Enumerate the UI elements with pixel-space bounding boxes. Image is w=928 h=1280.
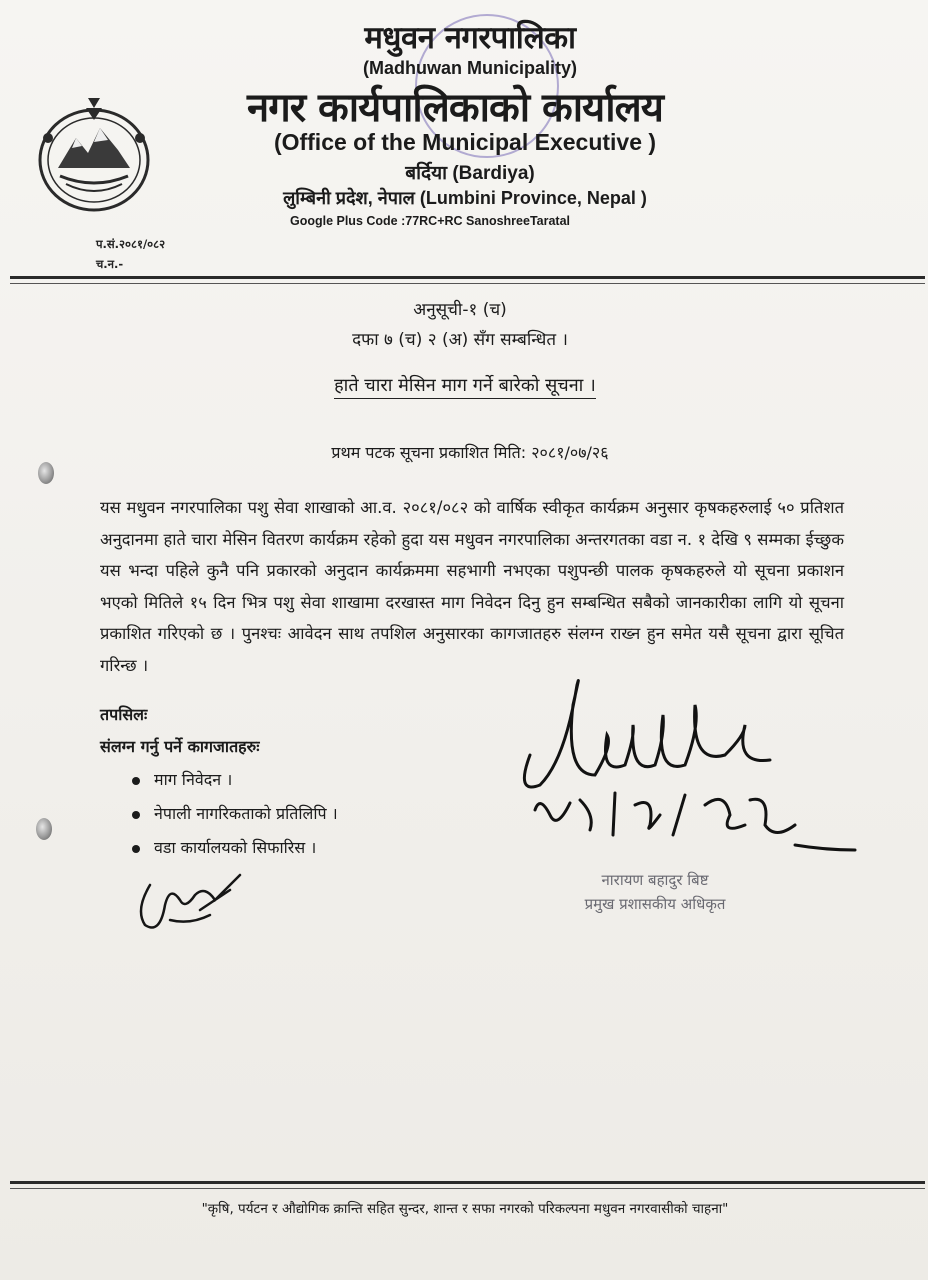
schedule-label: अनुसूची-१ (च) xyxy=(413,300,507,320)
notice-title xyxy=(250,373,680,397)
list-item: वडा कार्यालयको सिफारिस । xyxy=(132,836,316,858)
punch-hole xyxy=(38,462,54,484)
bullet-icon xyxy=(132,811,140,819)
documents-heading: संलग्न गर्नु पर्ने कागजातहरुः xyxy=(100,737,260,756)
footer-divider-thin xyxy=(10,1188,925,1189)
notice-body: यस मधुवन नगरपालिका पशु सेवा शाखाको आ.व. २०८१/०८२ को वार्षिक स्वीकृत कार्यक्रम अनुसार कृषकहरुलाई ५० प्रतिशत अनुदानमा हाते चारा मेसिन वितरण कार्यक्रम रहेको हुदा यस मधुवन नगरपालिका अन्तरगतका वडा न. १ देखि ९ सम्मका ईच्छुक यस भन्दा पहिले कुनै पनि प्रकारको अनुदान कार्यक्रममा सहभागी नभएका पशुपन्छी पालक कृषकहरुले यो सूचना प्रकाशन भएको मितिले १५ दिन भित्र पशु सेवा शाखामा दरखास्त माग निवेदन दिनु हुन सम्बन्धित सबैको जानकारीका लागि यो सूचना प्रकाशित गरिएको छ । पुनश्चः आवेदन साथ तपशिल अनुसारका कागजातहरु संलग्न राख्न हुन समेत यसै सूचना द्वारा सूचित गरिन्छ । xyxy=(100,498,844,675)
tapsil-label: तपसिलः xyxy=(100,705,148,724)
header-divider-thin xyxy=(10,283,925,284)
officer-signature xyxy=(495,665,865,865)
district-name: बर्दिया (Bardiya) xyxy=(405,163,535,184)
plus-code: Google Plus Code :77RC+RC SanoshreeTaratal xyxy=(289,214,571,228)
signatory-block xyxy=(540,868,770,916)
bullet-icon xyxy=(132,845,140,853)
province-name: लुम्बिनी प्रदेश, नेपाल (Lumbini Province, Nepal ) xyxy=(283,188,647,208)
signatory-name: नारायण बहादुर बिष्ट xyxy=(601,871,709,889)
notice-title-text: हाते चारा मेसिन माग गर्ने बारेको सूचना । xyxy=(334,375,596,399)
punch-hole xyxy=(36,818,52,840)
signatory-designation: प्रमुख प्रशासकीय अधिकृत xyxy=(584,895,726,913)
bullet-icon xyxy=(132,777,140,785)
dispatch-number: च.न.- xyxy=(96,257,124,271)
header-divider xyxy=(10,276,925,279)
municipality-name-nepali: मधुवन नगरपालिका xyxy=(364,20,576,56)
footer-motto: "कृषि, पर्यटन र औद्योगिक क्रान्ति सहित सुन्दर, शान्त र सफा नगरको परिकल्पना मधुवन नगरवासीको चाहना" xyxy=(201,1201,729,1217)
publication-date: प्रथम पटक सूचना प्रकाशित मिति: २०८१/०७/२६ xyxy=(331,443,609,462)
municipality-name-english: (Madhuwan Municipality) xyxy=(363,58,577,78)
footer-divider xyxy=(10,1181,925,1184)
initial-signature xyxy=(130,865,250,940)
office-name-english: (Office of the Municipal Executive ) xyxy=(273,129,657,155)
office-name-nepali: नगर कार्यपालिकाको कार्यालय xyxy=(247,85,663,131)
list-item: माग निवेदन । xyxy=(132,768,232,790)
nepal-emblem-logo xyxy=(28,98,160,216)
section-reference: दफा ७ (च) २ (अ) सँग सम्बन्धित । xyxy=(352,330,568,350)
letter-number: प.सं.२०८१/०८२ xyxy=(96,237,166,251)
list-item: नेपाली नागरिकताको प्रतिलिपि । xyxy=(132,802,338,824)
